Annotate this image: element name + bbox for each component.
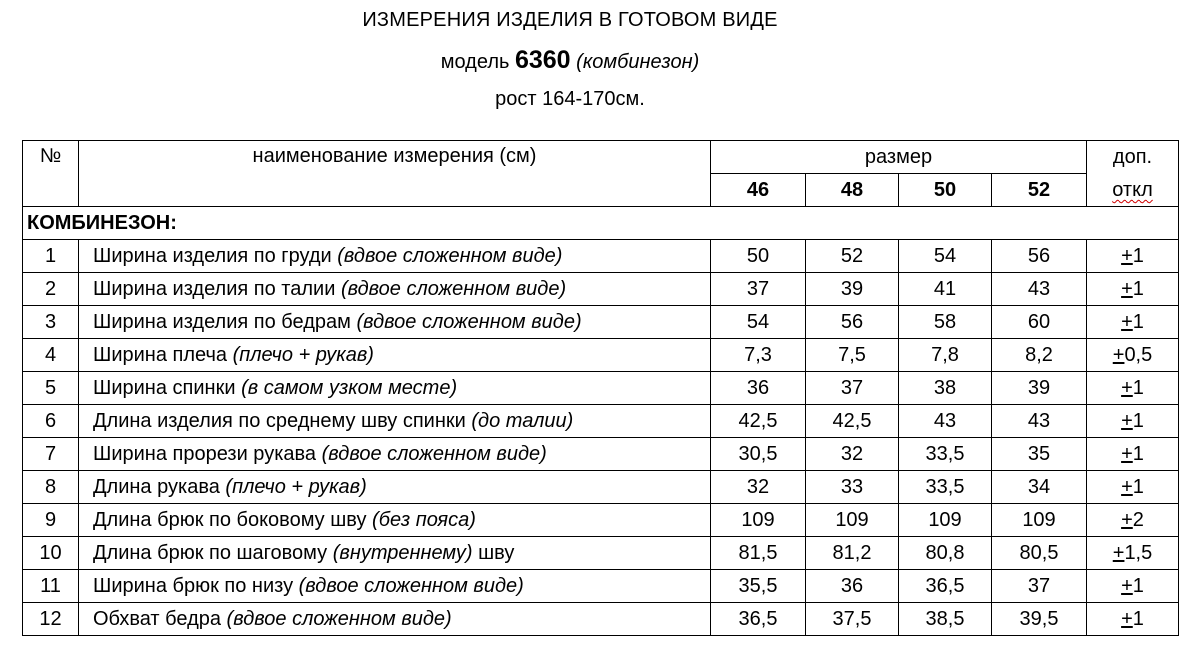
size-value-46: 7,3 bbox=[711, 339, 806, 372]
measurement-note: (плечо + рукав) bbox=[232, 344, 374, 366]
size-value-52: 60 bbox=[992, 306, 1087, 339]
row-number: 4 bbox=[23, 339, 79, 372]
measurement-note: (вдвое сложенном виде) bbox=[321, 443, 547, 465]
table-row bbox=[23, 471, 1179, 504]
measurement-label: Длина изделия по среднему шву спинки bbox=[93, 410, 466, 432]
tolerance-value bbox=[1087, 570, 1179, 603]
size-value-48: 7,5 bbox=[806, 339, 899, 372]
measurement-note: (в самом узком месте) bbox=[241, 377, 458, 399]
size-value-50: 38 bbox=[899, 372, 992, 405]
row-number: 9 bbox=[23, 504, 79, 537]
height-range: рост 164-170см. bbox=[495, 88, 645, 110]
tolerance-value bbox=[1087, 240, 1179, 273]
measurement-name bbox=[79, 273, 711, 306]
size-value-48: 37,5 bbox=[806, 603, 899, 636]
size-value-52: 56 bbox=[992, 240, 1087, 273]
tolerance-value bbox=[1087, 405, 1179, 438]
tolerance-amount: 1 bbox=[1132, 608, 1144, 630]
size-value-46: 35,5 bbox=[711, 570, 806, 603]
tolerance-sign: + bbox=[1121, 608, 1133, 630]
size-value-48: 37 bbox=[806, 372, 899, 405]
tolerance-sign: + bbox=[1121, 476, 1133, 498]
measurement-note: (вдвое сложенном виде) bbox=[340, 278, 567, 300]
measurement-name bbox=[79, 603, 711, 636]
tolerance-amount: 1 bbox=[1132, 410, 1144, 432]
size-value-48: 81,2 bbox=[806, 537, 899, 570]
tolerance-label: откл bbox=[1112, 178, 1153, 201]
row-number: 2 bbox=[23, 273, 79, 306]
size-52: 52 bbox=[992, 174, 1087, 207]
size-value-46: 37 bbox=[711, 273, 806, 306]
tolerance-amount: 1 bbox=[1132, 575, 1144, 597]
table-row bbox=[23, 504, 1179, 537]
size-value-52: 39,5 bbox=[992, 603, 1087, 636]
size-value-52: 35 bbox=[992, 438, 1087, 471]
row-number: 12 bbox=[23, 603, 79, 636]
size-value-46: 109 bbox=[711, 504, 806, 537]
tolerance-value bbox=[1087, 537, 1179, 570]
measurement-label: Ширина изделия по груди bbox=[93, 245, 332, 267]
tolerance-sign: + bbox=[1112, 344, 1125, 366]
size-value-52: 43 bbox=[992, 273, 1087, 306]
tolerance-amount: 1,5 bbox=[1124, 542, 1153, 564]
document-title: ИЗМЕРЕНИЯ ИЗДЕЛИЯ В ГОТОВОМ ВИДЕ bbox=[362, 9, 778, 31]
table-row bbox=[23, 570, 1179, 603]
measurement-note: (вдвое сложенном виде) bbox=[337, 245, 563, 267]
size-value-52: 37 bbox=[992, 570, 1087, 603]
size-value-52: 39 bbox=[992, 372, 1087, 405]
tolerance-value bbox=[1087, 471, 1179, 504]
table-row bbox=[23, 537, 1179, 570]
size-value-46: 42,5 bbox=[711, 405, 806, 438]
size-value-48: 109 bbox=[806, 504, 899, 537]
tolerance-value bbox=[1087, 273, 1179, 306]
size-value-48: 39 bbox=[806, 273, 899, 306]
column-header-tolerance-top: доп. bbox=[1087, 141, 1179, 174]
measurement-label-end: шву bbox=[478, 542, 515, 564]
model-number: 6360 bbox=[514, 46, 571, 74]
table-row bbox=[23, 273, 1179, 306]
measurement-note: (без пояса) bbox=[372, 509, 476, 531]
tolerance-sign: + bbox=[1121, 410, 1133, 432]
measurement-name bbox=[79, 504, 711, 537]
measurement-name bbox=[79, 438, 711, 471]
tolerance-value bbox=[1087, 438, 1179, 471]
size-value-52: 34 bbox=[992, 471, 1087, 504]
tolerance-amount: 0,5 bbox=[1124, 344, 1153, 366]
size-value-52: 8,2 bbox=[992, 339, 1087, 372]
measurement-label: Обхват бедра bbox=[93, 608, 221, 630]
measurement-label: Ширина брюк по низу bbox=[93, 575, 294, 597]
size-value-50: 33,5 bbox=[899, 438, 992, 471]
table-row bbox=[23, 603, 1179, 636]
section-title: КОМБИНЕЗОН: bbox=[23, 207, 1179, 240]
column-header-name: наименование измерения (см) bbox=[79, 141, 711, 207]
measurement-note: (до талии) bbox=[471, 410, 574, 432]
measurement-label: Ширина изделия по бедрам bbox=[93, 311, 351, 333]
row-number: 11 bbox=[23, 570, 79, 603]
measurement-label: Длина брюк по шаговому bbox=[93, 542, 328, 564]
measurement-name bbox=[79, 306, 711, 339]
measurement-label: Ширина спинки bbox=[93, 377, 236, 399]
size-value-48: 36 bbox=[806, 570, 899, 603]
size-value-50: 38,5 bbox=[899, 603, 992, 636]
row-number: 6 bbox=[23, 405, 79, 438]
measurement-name bbox=[79, 570, 711, 603]
size-value-46: 54 bbox=[711, 306, 806, 339]
measurement-label: Длина рукава bbox=[93, 476, 220, 498]
tolerance-sign: + bbox=[1121, 311, 1133, 333]
size-value-48: 32 bbox=[806, 438, 899, 471]
size-value-52: 80,5 bbox=[992, 537, 1087, 570]
measurement-name bbox=[79, 537, 711, 570]
tolerance-sign: + bbox=[1121, 575, 1133, 597]
tolerance-amount: 1 bbox=[1132, 377, 1144, 399]
tolerance-sign: + bbox=[1121, 377, 1133, 399]
tolerance-sign: + bbox=[1121, 278, 1133, 300]
row-number: 8 bbox=[23, 471, 79, 504]
table-row bbox=[23, 438, 1179, 471]
measurements-table bbox=[22, 140, 1179, 636]
size-value-48: 52 bbox=[806, 240, 899, 273]
size-value-50: 43 bbox=[899, 405, 992, 438]
tolerance-amount: 1 bbox=[1132, 443, 1144, 465]
model-line bbox=[0, 46, 1140, 75]
tolerance-value bbox=[1087, 306, 1179, 339]
measurement-note: (вдвое сложенном виде) bbox=[356, 311, 582, 333]
measurement-note: (вдвое сложенном виде) bbox=[226, 608, 452, 630]
row-number: 1 bbox=[23, 240, 79, 273]
size-value-50: 33,5 bbox=[899, 471, 992, 504]
header-row-top bbox=[23, 141, 1179, 174]
size-value-48: 42,5 bbox=[806, 405, 899, 438]
size-value-50: 80,8 bbox=[899, 537, 992, 570]
size-46: 46 bbox=[711, 174, 806, 207]
size-value-50: 109 bbox=[899, 504, 992, 537]
size-value-52: 43 bbox=[992, 405, 1087, 438]
size-48: 48 bbox=[806, 174, 899, 207]
tolerance-sign: + bbox=[1121, 245, 1133, 267]
measurement-name bbox=[79, 471, 711, 504]
column-header-tolerance-bottom bbox=[1087, 174, 1179, 207]
row-number: 5 bbox=[23, 372, 79, 405]
tolerance-amount: 2 bbox=[1132, 509, 1144, 531]
size-value-46: 50 bbox=[711, 240, 806, 273]
tolerance-value bbox=[1087, 339, 1179, 372]
size-value-46: 30,5 bbox=[711, 438, 806, 471]
size-value-46: 36 bbox=[711, 372, 806, 405]
tolerance-amount: 1 bbox=[1132, 278, 1144, 300]
tolerance-value bbox=[1087, 372, 1179, 405]
table-row bbox=[23, 306, 1179, 339]
size-value-46: 36,5 bbox=[711, 603, 806, 636]
tolerance-value bbox=[1087, 603, 1179, 636]
row-number: 3 bbox=[23, 306, 79, 339]
table-row bbox=[23, 240, 1179, 273]
size-value-50: 36,5 bbox=[899, 570, 992, 603]
model-prefix: модель bbox=[440, 51, 510, 73]
column-header-size: размер bbox=[711, 141, 1087, 174]
model-type: (комбинезон) bbox=[576, 51, 700, 73]
row-number: 7 bbox=[23, 438, 79, 471]
size-50: 50 bbox=[899, 174, 992, 207]
tolerance-sign: + bbox=[1112, 542, 1125, 564]
table-row bbox=[23, 405, 1179, 438]
size-value-48: 56 bbox=[806, 306, 899, 339]
tolerance-sign: + bbox=[1121, 509, 1133, 531]
measurement-name bbox=[79, 372, 711, 405]
tolerance-amount: 1 bbox=[1132, 245, 1144, 267]
measurement-name bbox=[79, 339, 711, 372]
tolerance-sign: + bbox=[1121, 443, 1133, 465]
measurement-name bbox=[79, 405, 711, 438]
size-value-50: 58 bbox=[899, 306, 992, 339]
table-row bbox=[23, 339, 1179, 372]
measurement-label: Длина брюк по боковому шву bbox=[93, 509, 367, 531]
size-value-46: 81,5 bbox=[711, 537, 806, 570]
size-value-50: 41 bbox=[899, 273, 992, 306]
section-row bbox=[23, 207, 1179, 240]
table-row bbox=[23, 372, 1179, 405]
tolerance-value bbox=[1087, 504, 1179, 537]
measurement-note: (вдвое сложенном виде) bbox=[298, 575, 524, 597]
measurement-label: Ширина изделия по талии bbox=[93, 278, 336, 300]
size-value-50: 54 bbox=[899, 240, 992, 273]
measurement-label: Ширина плеча bbox=[93, 344, 228, 366]
size-value-50: 7,8 bbox=[899, 339, 992, 372]
measurement-name bbox=[79, 240, 711, 273]
tolerance-amount: 1 bbox=[1132, 311, 1144, 333]
row-number: 10 bbox=[23, 537, 79, 570]
measurement-label: Ширина прорези рукава bbox=[93, 443, 317, 465]
tolerance-amount: 1 bbox=[1132, 476, 1144, 498]
measurement-note: (плечо + рукав) bbox=[225, 476, 367, 498]
size-value-48: 33 bbox=[806, 471, 899, 504]
column-header-number: № bbox=[23, 141, 79, 207]
measurement-note: (внутреннему) bbox=[332, 542, 473, 564]
size-value-46: 32 bbox=[711, 471, 806, 504]
size-value-52: 109 bbox=[992, 504, 1087, 537]
